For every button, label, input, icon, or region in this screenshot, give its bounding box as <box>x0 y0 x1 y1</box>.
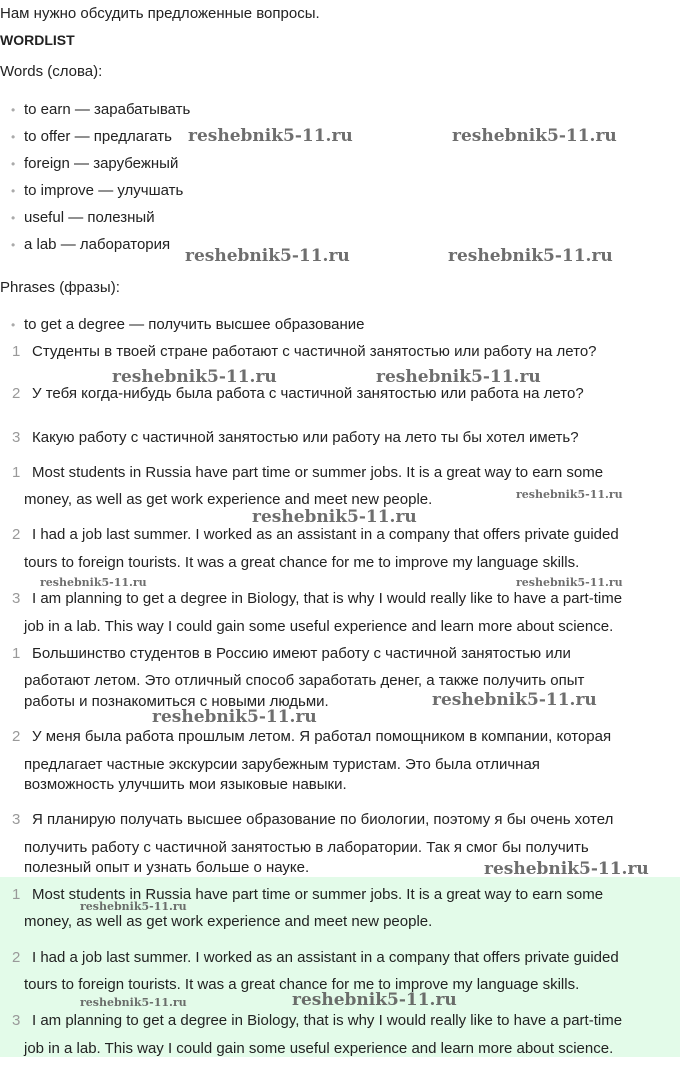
watermark: reshebnik5-11.ru <box>452 126 617 146</box>
answer-en-1-line: money, as well as get work experience and meet new people. <box>24 491 433 508</box>
watermark: reshebnik5-11.ru <box>185 246 350 266</box>
item-number: 2 <box>12 949 21 966</box>
item-number: 3 <box>12 590 21 607</box>
highlight-answer-2-line: tours to foreign tourists. It was a great chance for me to improve my language skills. <box>24 976 580 993</box>
item-number: 1 <box>12 645 21 662</box>
phrase-item: • to get a degree — получить высшее образование <box>24 315 364 335</box>
watermark: reshebnik5-11.ru <box>80 900 187 913</box>
item-number: 3 <box>12 429 21 446</box>
item-number: 2 <box>12 526 21 543</box>
watermark: reshebnik5-11.ru <box>432 690 597 710</box>
answer-en-2-line: I had a job last summer. I worked as an assistant in a company that offers private guided <box>32 526 619 543</box>
highlight-answer-2-line: I had a job last summer. I worked as an assistant in a company that offers private guided <box>32 949 619 966</box>
word-item: • foreign — зарубежный <box>24 154 178 174</box>
answer-ru-3-line: получить работу с частичной занятостью в лаборатории. Так я смог бы получить <box>24 839 589 856</box>
item-number: 1 <box>12 886 21 903</box>
item-number: 3 <box>12 811 21 828</box>
answer-en-1-line: Most students in Russia have part time or summer jobs. It is a great way to earn some <box>32 464 604 481</box>
item-number: 2 <box>12 728 21 745</box>
item-number: 2 <box>12 385 21 402</box>
watermark: reshebnik5-11.ru <box>376 367 541 387</box>
question-1: Студенты в твоей стране работают с частичной занятостью или работу на лето? <box>32 343 597 360</box>
watermark: reshebnik5-11.ru <box>448 246 613 266</box>
phrases-label: Phrases (фразы): <box>0 279 120 296</box>
watermark: reshebnik5-11.ru <box>484 859 649 879</box>
word-item: • to improve — улучшать <box>24 181 183 201</box>
word-item: • to earn — зарабатывать <box>24 100 190 120</box>
answer-en-3-line: I am planning to get a degree in Biology, that is why I would really like to have a part-time <box>32 590 623 607</box>
highlight-answer-3-line: I am planning to get a degree in Biology, that is why I would really like to have a part-time <box>32 1012 623 1029</box>
watermark: reshebnik5-11.ru <box>252 507 417 527</box>
highlight-answer-1-line: money, as well as get work experience and meet new people. <box>24 913 433 930</box>
watermark: reshebnik5-11.ru <box>516 576 623 589</box>
answer-ru-1-line: работают летом. Это отличный способ заработать денег, а также получить опыт <box>24 672 585 689</box>
watermark: reshebnik5-11.ru <box>152 707 317 727</box>
word-item: • to offer — предлагать <box>24 127 172 147</box>
answer-en-2-line: tours to foreign tourists. It was a great chance for me to improve my language skills. <box>24 554 580 571</box>
watermark: reshebnik5-11.ru <box>188 126 353 146</box>
word-item: • a lab — лаборатория <box>24 235 170 255</box>
answer-ru-1-line: работы и познакомиться с новыми людьми. <box>24 693 329 710</box>
answer-ru-3-line: полезный опыт и узнать больше о науке. <box>24 859 310 876</box>
wordlist-heading: WORDLIST <box>0 32 75 48</box>
words-label: Words (слова): <box>0 63 103 80</box>
answer-ru-2-line: возможность улучшить мои языковые навыки. <box>24 776 347 793</box>
item-number: 1 <box>12 343 21 360</box>
intro-text: Нам нужно обсудить предложенные вопросы. <box>0 5 320 22</box>
item-number: 1 <box>12 464 21 481</box>
word-item: • useful — полезный <box>24 208 155 228</box>
highlight-answer-1-line: Most students in Russia have part time or summer jobs. It is a great way to earn some <box>32 886 604 903</box>
answer-ru-2-line: предлагает частные экскурсии зарубежным туристам. Это была отличная <box>24 756 540 773</box>
question-2: У тебя когда-нибудь была работа с частичной занятостью или работа на лето? <box>32 385 584 402</box>
answer-ru-2-line: У меня была работа прошлым летом. Я работал помощником в компании, которая <box>32 728 612 745</box>
question-3: Какую работу с частичной занятостью или работу на лето ты бы хотел иметь? <box>32 429 579 446</box>
item-number: 3 <box>12 1012 21 1029</box>
watermark: reshebnik5-11.ru <box>40 576 147 589</box>
answer-ru-3-line: Я планирую получать высшее образование по биологии, поэтому я бы очень хотел <box>32 811 614 828</box>
answer-en-3-line: job in a lab. This way I could gain some useful experience and learn more about science. <box>24 618 614 635</box>
watermark: reshebnik5-11.ru <box>80 996 187 1009</box>
watermark: reshebnik5-11.ru <box>112 367 277 387</box>
watermark: reshebnik5-11.ru <box>292 990 457 1010</box>
answer-ru-1-line: Большинство студентов в Россию имеют работу с частичной занятостью или <box>32 645 571 662</box>
watermark: reshebnik5-11.ru <box>516 488 623 501</box>
highlight-answer-3-line: job in a lab. This way I could gain some useful experience and learn more about science. <box>24 1040 614 1057</box>
